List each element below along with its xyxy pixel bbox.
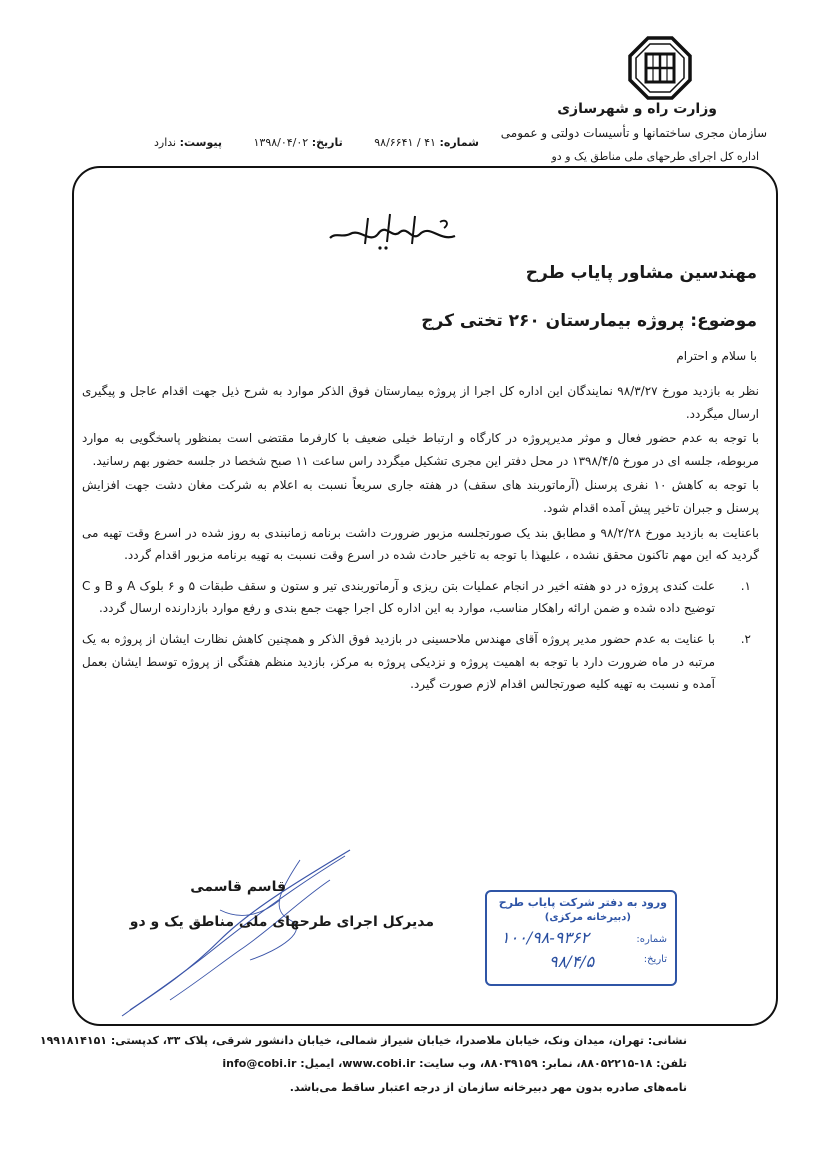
footer-address: نشانی: تهران، میدان ونک، خیابان ملاصدرا، خیابان شیراز شمالی، خیابان دانشور شرقی، پلاک ۳۳، کدپستی: ۱۹۹۱۸۱۴۱۵۱ [39, 1034, 687, 1047]
department-name: اداره کل اجرای طرحهای ملی مناطق یک و دو [551, 150, 759, 163]
stamp-date-label: تاریخ: [643, 954, 667, 965]
receipt-stamp [485, 890, 677, 986]
footer-note: نامه‌های صادره بدون مهر دبیرخانه سازمان از درجه اعتبار ساقط می‌باشد. [289, 1081, 687, 1094]
paragraph: باعنایت به بازدید مورخ ۹۸/۲/۲۸ و مطابق بند یک صورتجلسه مزبور ضرورت داشت برنامه زمانبندی به روز شده در اسرع وقت تهیه می گردید که این مهم تاکنون محقق نشده ، علیهذا با توجه به تاخیر حادث شده در اسرع وقت نسبت به تهیه برنامه مزبور اقدام گردد. [82, 525, 759, 563]
stamp-subtitle: (دبیرخانه مرکزی) [544, 912, 631, 923]
paragraph: با توجه به کاهش ۱۰ نفری پرسنل (آرماتوربند های سقف) در هفته جاری سریعاً نسبت به اعلام به شرکت مغان دشت جهت افزایش پرسنل و جبران تاخیر پیش آمده اقدام شود. [82, 478, 759, 515]
greeting: با سلام و احترام [676, 349, 757, 363]
signer-name: قاسم قاسمی [190, 879, 286, 895]
stamp-title: ورود به دفتر شرکت پایاب طرح [498, 896, 667, 909]
stamp-handwritten-date: ۹۸/۴/۵ [549, 952, 595, 971]
handwritten-signature [100, 840, 360, 1020]
number-field: شماره: ۴۱ / ۹۸/۶۶۴۱ [374, 136, 479, 149]
item-number: ۲. [740, 631, 751, 646]
addressee: مهندسین مشاور پایاب طرح [525, 263, 757, 283]
bismillah-calligraphy [320, 204, 470, 254]
item-text: با عنایت به عدم حضور مدیر پروژه آقای مهندس ملاحسینی در بازدید فوق الذکر و همچنین کاهش نظارت ایشان از پروژه به یک مرتبه در ماه ضرورت دارد با توجه به اهمیت پروژه و نزدیکی پروژه به مرکز، بازدید منظم هفتگی از پروژه توسط ایشان بعمل آمده و نسبت به تهیه کلیه صورتجالس اقدام لازم صورت گیرد. [82, 631, 715, 692]
letter-metadata [126, 136, 479, 149]
organization-name: سازمان مجری ساختمانها و تأسیسات دولتی و عمومی [500, 126, 767, 140]
ministry-name: وزارت راه و شهرسازی [557, 101, 717, 117]
stamp-number-label: شماره: [636, 934, 667, 945]
date-field: تاریخ: ۱۳۹۸/۰۴/۰۲ [253, 136, 343, 149]
item-text: علت کندی پروژه در دو هفته اخیر در انجام عملیات بتن ریزی و آرماتوربندی تیر و ستون و سقف طبقات ۵ و ۶ بلوک A و B و C توضیح داده شده و ضمن ارائه راهکار مناسب، موارد به این اداره کل اجرا جهت جمع بندی و رفع موارد بازدارنده ارسال گردد. [82, 578, 715, 616]
paragraph: با توجه به عدم حضور فعال و موثر مدیرپروژه در کارگاه و ارتباط خیلی ضعیف با کارفرما مقتضی است بمنظور پاسخگویی به موارد مربوطه، جلسه ای در مورخ ۱۳۹۸/۴/۵ در محل دفتر این مجری تشکیل میگردد راس ساعت ۱۱ صبح شخصا در جلسه حضور بهم رسانید. [82, 431, 759, 468]
stamp-handwritten-number: ۱۰۰/۹۸-۹۳۶۲ [501, 928, 590, 947]
item-number: ۱. [740, 578, 751, 593]
ministry-logo [628, 36, 692, 100]
numbered-item [82, 575, 759, 620]
numbered-item [82, 628, 759, 696]
letter-body [82, 380, 759, 698]
signer-title: مدیرکل اجرای طرحهای ملی مناطق یک و دو [129, 914, 434, 930]
attachment-field: پیوست: ندارد [154, 136, 222, 149]
paragraph: نظر به بازدید مورخ ۹۸/۳/۲۷ نمایندگان این اداره کل اجرا از پروژه بیمارستان فوق الذکر موارد به شرح ذیل جهت اقدام عاجل و پیگیری ارسال میگردد. [82, 384, 759, 421]
footer-contact: تلفن: ۱۸-۸۸۰۵۲۲۱۵، نمابر: ۸۸۰۳۹۱۵۹، وب سایت: www.cobi.ir، ایمیل: info@cobi.ir [222, 1057, 687, 1070]
subject-line: موضوع: پروژه بیمارستان ۲۶۰ تختی کرج [421, 311, 757, 331]
